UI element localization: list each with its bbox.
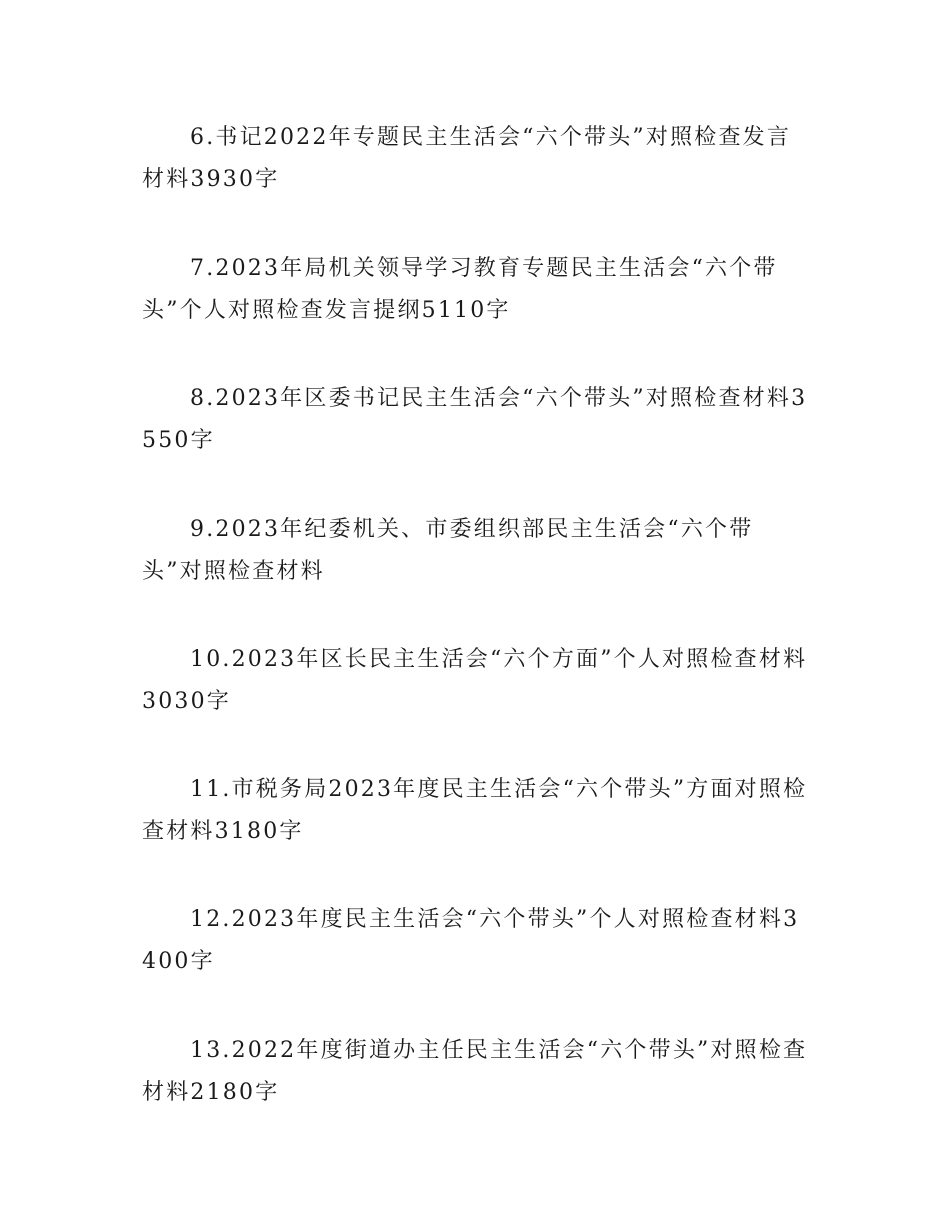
- list-item-10: 10.2023年区长民主生活会“六个方面”个人对照检查材料3030字: [142, 647, 808, 714]
- list-item-7: 7.2023年局机关领导学习教育专题民主生活会“六个带头”个人对照检查发言提纲5110字: [142, 256, 778, 323]
- list-item-6: 6.书记2022年专题民主生活会“六个带头”对照检查发言材料3930字: [142, 125, 792, 192]
- list-item-13: 13.2022年度街道办主任民主生活会“六个带头”对照检查材料2180字: [142, 1038, 808, 1105]
- list-item-9: 9.2023年纪委机关、市委组织部民主生活会“六个带头”对照检查材料: [142, 517, 754, 584]
- list-item-12: 12.2023年度民主生活会“六个带头”个人对照检查材料3400字: [142, 907, 800, 974]
- list-item-8: 8.2023年区委书记民主生活会“六个带头”对照检查材料3550字: [142, 386, 808, 453]
- list-item-11: 11.市税务局2023年度民主生活会“六个带头”方面对照检查材料3180字: [142, 777, 808, 844]
